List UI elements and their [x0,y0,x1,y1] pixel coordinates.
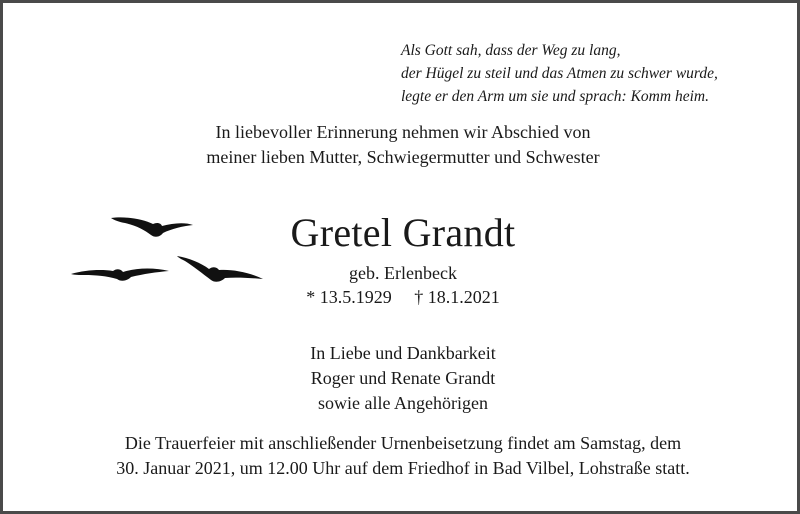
maiden-name: geb. Erlenbeck [349,263,457,283]
intro-text [3,120,800,170]
mourners-line: Roger und Renate Grandt [310,368,496,388]
poem-line: der Hügel zu steil und das Atmen zu schwer wurde, [401,65,718,82]
poem-line: Als Gott sah, dass der Weg zu lang, [401,42,621,59]
ceremony-line: 30. Januar 2021, um 12.00 Uhr auf dem Friedhof in Bad Vilbel, Lohstraße statt. [116,458,690,478]
mourners-line: In Liebe und Dankbarkeit [310,343,496,363]
mourners-line: sowie alle Angehörigen [318,393,488,413]
intro-line: In liebevoller Erinnerung nehmen wir Abschied von [215,122,591,142]
life-dates: * 13.5.1929 † 18.1.2021 [306,287,500,307]
poem-line: legte er den Arm um sie und sprach: Komm heim. [401,88,709,105]
poem-block [401,39,791,108]
mourners-block [3,341,800,416]
deceased-name: Gretel Grandt [290,210,516,255]
ceremony-line: Die Trauerfeier mit anschließender Urnenbeisetzung findet am Samstag, dem [124,433,682,453]
intro-line: meiner lieben Mutter, Schwiegermutter und Schwester [206,147,600,167]
ceremony-notice [3,431,800,481]
